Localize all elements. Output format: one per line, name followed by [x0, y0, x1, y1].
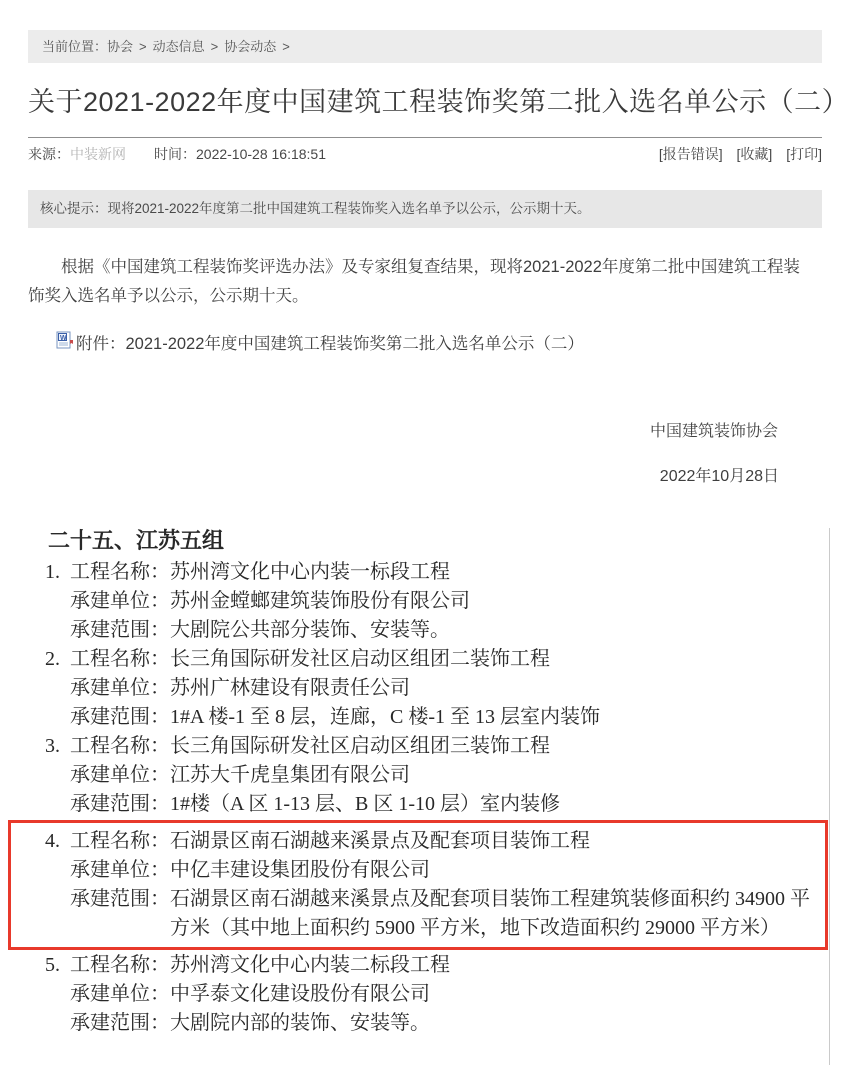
- breadcrumb-separator: >: [210, 39, 219, 54]
- field-value: 1#楼（A 区 1-13 层、B 区 1-10 层）室内装修: [170, 793, 560, 815]
- field-label: 承建范围：: [70, 793, 170, 815]
- field-label: 工程名称：: [70, 954, 170, 976]
- field-value: 中亿丰建设集团股份有限公司: [170, 859, 430, 881]
- breadcrumb-item-news[interactable]: 动态信息: [152, 39, 205, 54]
- signature-date: 2022年10月28日: [659, 468, 779, 485]
- core-tip-banner: 核心提示：现将2021-2022年度第二批中国建筑工程装饰奖入选名单予以公示，公示期十天。: [28, 190, 822, 228]
- embedded-document-image: [0, 522, 830, 1065]
- page-title: 关于2021-2022年度中国建筑工程装饰奖第二批入选名单公示（二）: [28, 87, 850, 117]
- doc-line: [0, 674, 828, 703]
- field-value: 石湖景区南石湖越来溪景点及配套项目装饰工程建筑装修面积约 34900 平方米（其中地上面积约 5900 平方米，地下改造面积约 29000 平方米）: [170, 888, 810, 939]
- breadcrumb-separator: >: [282, 39, 290, 54]
- publish-time: 2022-10-28 16:18:51: [196, 146, 326, 162]
- award-entry-3: [0, 732, 830, 819]
- meta-actions: [649, 144, 822, 164]
- breadcrumb-prefix: 当前位置：: [42, 39, 108, 54]
- source-name: 中装新网: [70, 146, 126, 162]
- field-label: 承建范围：: [70, 1012, 170, 1034]
- title-divider: [28, 137, 822, 138]
- entry-number: 4.: [45, 830, 60, 852]
- article-meta: [28, 144, 822, 164]
- field-value: 苏州湾文化中心内装一标段工程: [170, 561, 450, 583]
- award-entry-1: [0, 558, 830, 645]
- doc-line: [0, 885, 828, 943]
- field-label: 承建单位：: [70, 764, 170, 786]
- time-label: 时间：: [154, 146, 196, 162]
- doc-line: [0, 761, 828, 790]
- doc-line: [0, 587, 828, 616]
- favorite-link[interactable]: [收藏]: [736, 146, 773, 162]
- word-doc-icon[interactable]: [56, 331, 75, 350]
- doc-line: [0, 645, 828, 674]
- field-label: 工程名称：: [70, 561, 170, 583]
- breadcrumb: [28, 30, 822, 63]
- entry-number: 3.: [45, 735, 60, 757]
- source-label: 来源：: [28, 146, 70, 162]
- award-entry-5: [0, 951, 830, 1038]
- field-value: 长三角国际研发社区启动区组团三装饰工程: [170, 735, 550, 757]
- svg-text:W: W: [60, 334, 67, 342]
- doc-line: [0, 703, 828, 732]
- field-value: 1#A 楼-1 至 8 层，连廊，C 楼-1 至 13 层室内装饰: [170, 706, 600, 728]
- article-paragraph: 根据《中国建筑工程装饰奖评选办法》及专家组复查结果，现将2021-2022年度第二批中国建筑工程装饰奖入选名单予以公示，公示期十天。: [28, 258, 800, 305]
- doc-line: [0, 951, 828, 980]
- field-label: 承建范围：: [70, 888, 170, 910]
- field-value: 石湖景区南石湖越来溪景点及配套项目装饰工程: [170, 830, 590, 852]
- doc-line: [0, 790, 828, 819]
- field-label: 承建单位：: [70, 859, 170, 881]
- field-label: 工程名称：: [70, 830, 170, 852]
- breadcrumb-separator: >: [139, 39, 147, 54]
- field-label: 工程名称：: [70, 648, 170, 670]
- signature-organization: 中国建筑装饰协会: [649, 423, 778, 440]
- breadcrumb-item-association[interactable]: 协会: [107, 39, 134, 54]
- doc-line: [0, 827, 828, 856]
- award-entry-4-highlighted: [0, 827, 830, 943]
- field-value: 苏州湾文化中心内装二标段工程: [170, 954, 450, 976]
- field-value: 大剧院公共部分装饰、安装等。: [170, 619, 450, 641]
- field-label: 承建单位：: [70, 983, 170, 1005]
- entry-number: 5.: [45, 954, 60, 976]
- field-value: 中孚泰文化建设股份有限公司: [170, 983, 430, 1005]
- field-value: 江苏大千虎皇集团有限公司: [170, 764, 410, 786]
- doc-line: [0, 732, 828, 761]
- field-label: 工程名称：: [70, 735, 170, 757]
- doc-line: [0, 558, 828, 587]
- doc-line: [0, 616, 828, 645]
- doc-line: [0, 1009, 828, 1038]
- attachment-label[interactable]: 附件：: [76, 335, 126, 353]
- field-label: 承建范围：: [70, 619, 170, 641]
- document-image-right-edge: [829, 528, 830, 1065]
- doc-line: [0, 980, 828, 1009]
- field-label: 承建单位：: [70, 677, 170, 699]
- field-value: 苏州广林建设有限责任公司: [170, 677, 410, 699]
- meta-left: [28, 144, 326, 164]
- doc-line: [0, 856, 828, 885]
- report-error-link[interactable]: [报告错误]: [658, 146, 723, 162]
- field-value: 长三角国际研发社区启动区组团二装饰工程: [170, 648, 550, 670]
- entry-number: 2.: [45, 648, 60, 670]
- field-value: 大剧院内部的装饰、安装等。: [170, 1012, 430, 1034]
- print-link[interactable]: [打印]: [786, 146, 822, 162]
- field-label: 承建单位：: [70, 590, 170, 612]
- document-section-title: 二十五、江苏五组: [48, 528, 225, 553]
- attachment-name[interactable]: 2021-2022年度中国建筑工程装饰奖第二批入选名单公示（二）: [125, 335, 584, 353]
- entry-number: 1.: [45, 561, 60, 583]
- field-label: 承建范围：: [70, 706, 170, 728]
- breadcrumb-item-association-news[interactable]: 协会动态: [224, 39, 277, 54]
- attachment-link[interactable]: [56, 330, 584, 354]
- field-value: 苏州金螳螂建筑装饰股份有限公司: [170, 590, 470, 612]
- award-entry-2: [0, 645, 830, 732]
